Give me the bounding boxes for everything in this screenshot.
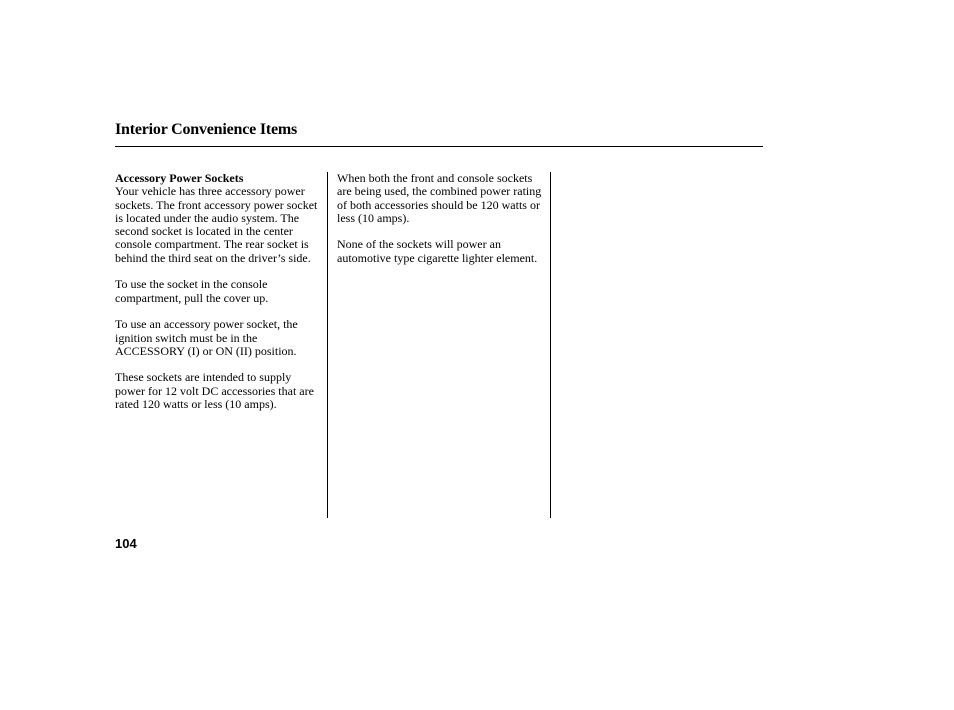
paragraph-power-rating: These sockets are intended to supply power for 12 volt DC accessories that are rated 120 watts or less (10 amps). [115, 370, 314, 412]
column-divider-left [327, 172, 328, 518]
section-heading: Accessory Power Sockets [115, 171, 244, 185]
paragraph-combined-rating: When both the front and console sockets are being used, the combined power rating of both accessories should be 120 watts or less (10 amps). [337, 171, 542, 225]
page-title: Interior Convenience Items [115, 121, 298, 138]
left-column [115, 172, 323, 425]
paragraph-socket-locations: Your vehicle has three accessory power sockets. The front accessory power socket is located under the audio system. The second socket is located in the center console compartment. The rear socket is behind the third seat on the driver’s side. [115, 184, 318, 265]
column-divider-right [550, 172, 551, 518]
paragraph-console-cover: To use the socket in the console compartment, pull the cover up. [115, 277, 269, 305]
middle-column [337, 172, 543, 278]
title-rule [115, 146, 763, 147]
paragraph-ignition-position: To use an accessory power socket, the ignition switch must be in the ACCESSORY (I) or ON (II) position. [115, 317, 298, 358]
page-number: 104 [115, 536, 137, 551]
paragraph-cigarette-lighter: None of the sockets will power an automotive type cigarette lighter element. [337, 237, 538, 265]
